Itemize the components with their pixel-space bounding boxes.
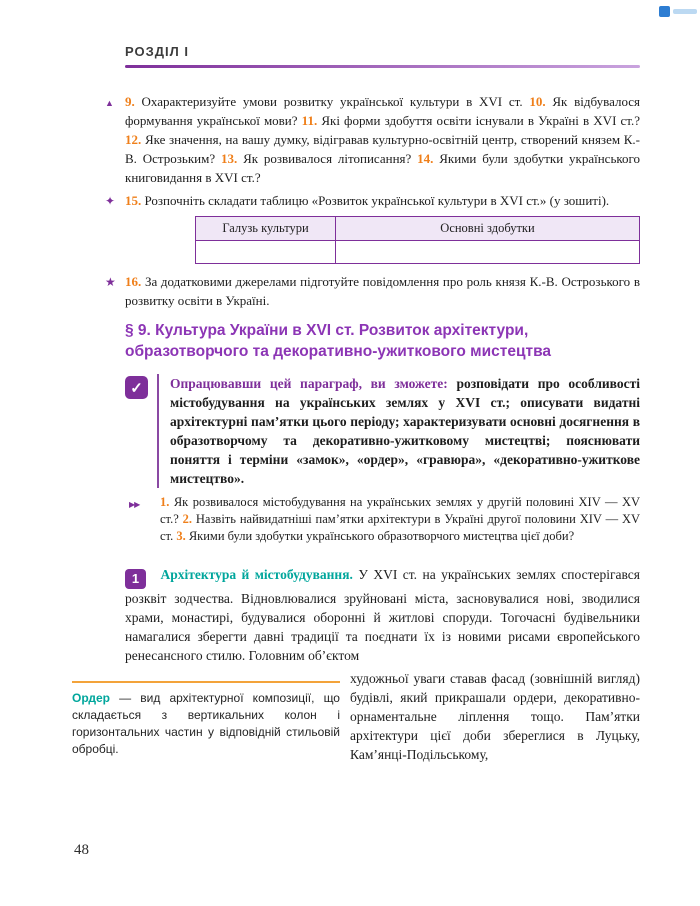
review-questions-basic (105, 92, 641, 187)
watermark-icon (659, 6, 697, 17)
prompt-sparkle-icon: ✦ (105, 194, 116, 208)
paragraph-title: § 9. Культура України в XVI ст. Розвиток архітектури, образотворчого та декоративно-ужиткового мистецтва (125, 322, 552, 360)
review-question-report-task (105, 272, 640, 310)
topic-heading: Архітектура й містобудування. (160, 567, 353, 582)
watermark-label (673, 9, 697, 14)
question-number: 16. (125, 274, 142, 289)
definition-term: Ордер (72, 690, 110, 705)
definition-text: — вид архітектурної композиції, що складається з вертикальних колон і горизонтальних частин у відповідній стильовій обробці. (72, 690, 340, 756)
question-text: Як розвивалося літописання? (243, 151, 412, 166)
culture-table (195, 216, 640, 264)
table-header-row (196, 217, 640, 241)
table-empty-cell (196, 241, 336, 264)
question-number: 12. (125, 132, 142, 147)
question-number: 13. (220, 151, 238, 166)
recall-text: Якими були здобутки українського образотворчого мистецтва цієї доби? (188, 529, 575, 543)
topic-wrap-text: художньої уваги ставав фасад (зовнішній вигляд) будівлі, який прикрашали ордери, декоративно-орнаментальне ліплення тощо. Пам’ятки архітектури цієї доби збереглися в Луцьку, Кам’янці-Подільському, (350, 670, 640, 762)
recall-number: 3. (176, 529, 186, 543)
question-number: 9. (125, 94, 135, 109)
question-number: 11. (301, 113, 318, 128)
recall-questions (125, 494, 640, 545)
prompt-triangle-icon: ▲ (105, 98, 114, 108)
table-header-cell: Основні здобутки (336, 217, 640, 241)
recall-text: Назвіть найвидатніші пам’ятки архітектури в Україні другої половини XIV — XV ст. (160, 512, 641, 543)
watermark-logo-icon (659, 6, 670, 17)
question-text: Охарактеризуйте умови розвитку української культури в XVI ст. (141, 94, 523, 109)
objectives-lead: Опрацювавши цей параграф, ви зможете: (170, 376, 448, 391)
recall-number: 1. (160, 495, 170, 509)
question-number: 15. (125, 193, 142, 208)
question-text: За додатковими джерелами підготуйте повідомлення про роль князя К.-В. Острозького в розвитку освіти в Україні. (125, 274, 640, 308)
question-text: Яке значення, на вашу думку, відігравав культурно-освітній центр, створений князем К.-В. Острозьким? (125, 132, 640, 166)
recall-number: 2. (182, 512, 193, 526)
prompt-star-icon: ★ (105, 275, 116, 289)
chapter-heading: РОЗДІЛ I (125, 44, 189, 59)
question-number: 14. (417, 151, 434, 166)
topic-section (72, 565, 640, 764)
page-content (72, 0, 641, 764)
definition-box (72, 681, 340, 758)
table-empty-cell (336, 241, 640, 264)
objectives-block (125, 374, 640, 488)
topic-number-badge: 1 (125, 569, 146, 589)
question-text: Якими були здобутки українського книговидання в XVI ст.? (125, 151, 641, 185)
review-question-table-task (105, 191, 640, 210)
recall-arrows-icon: ▶▶ (129, 500, 140, 509)
question-text: Які форми здобуття освіти існували в Україні в XVI ст.? (321, 113, 641, 128)
chapter-rule (125, 65, 640, 68)
topic-intro-text: У XVI ст. на українських землях спостерігався розквіт зодчества. Відновлювалися зруйновані міста, засновувалися нові, зводилися храми, монастирі, будувалися оборонні й житлові споруди. Тогочасні будівельники намагалися зберегти давні традиції та поєднати їх із новими рисами європейського ренесансного стилю. Головним об’єктом (125, 567, 640, 663)
check-glyph: ✓ (130, 379, 143, 397)
question-text: Як відбувалося формування української мови? (125, 94, 641, 128)
objectives-body: розповідати про особливості містобудування на українських землях у XVI ст.; описувати видатні архітектурні пам’ятки цього періоду; характеризувати основні досягнення в образотворчому та декоративно-ужитковому мистецтві; пояснювати поняття і терміни «замок», «ордер», «гравюра», «декоративно-ужиткове мистецтво». (170, 376, 640, 486)
table-row (196, 241, 640, 264)
recall-text: Як розвивалося містобудування на українських землях у другій половині XIV — XV ст.? (160, 495, 640, 526)
table-header-cell: Галузь культури (196, 217, 336, 241)
topic-wrap-row (72, 669, 640, 764)
check-icon (125, 376, 148, 399)
topic-intro (125, 565, 640, 665)
question-number: 10. (529, 94, 546, 109)
question-text: Розпочніть складати таблицю «Розвиток української культури в XVI ст.» (у зошиті). (144, 193, 610, 208)
objectives-text (157, 374, 640, 488)
page-number: 48 (74, 842, 89, 858)
